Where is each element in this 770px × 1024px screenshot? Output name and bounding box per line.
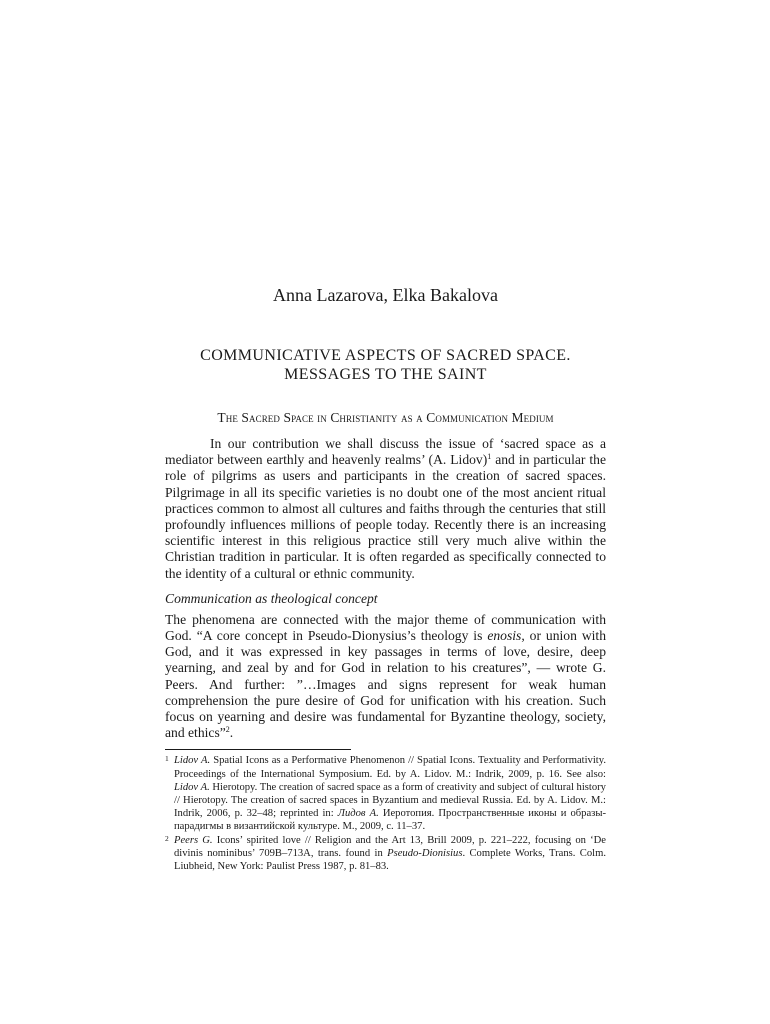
footnote-1-author-b: Lidov A. — [174, 781, 210, 793]
paragraph-2-text-c: . — [229, 725, 234, 741]
paragraph-2-emphasis: enosis — [487, 628, 522, 644]
footnote-1-text-b: Hierotopy. The creation of sacred space as a form of creativity and subject of cultural history // Hierotopy. The creation of sacred spaces in Byzantium and medieval Russia. Ed. by A. Lidov. M.: Indrik, 2006, p. 32–48; reprinted in: — [174, 781, 606, 820]
footnote-ref-1: 1 — [487, 452, 492, 462]
article-title — [165, 346, 606, 384]
section-heading: The Sacred Space in Christianity as a Communication Medium — [217, 410, 554, 425]
footnote-2-title-b: Pseudo-Dionisius — [387, 847, 463, 859]
page-content — [165, 283, 606, 873]
paragraph-2-text-b: , or union with God, and it was expressed in key passages in terms of love, desire, deep yearning, and zeal by and for God in relation to his creatures”, — wrote G. Peers. And further: ”…Images and signs represent for weak human comprehension the pure desire of God for unification with his creation. Such focus on yearning and desire was fundamental for Byzantine theology, society, and ethics” — [165, 628, 606, 741]
footnote-2 — [165, 834, 606, 874]
footnote-1-author-a: Lidov A. — [174, 755, 211, 767]
footnote-1-author-c: Лидов А. — [337, 808, 379, 820]
footnote-1-mark: 1 — [165, 754, 169, 764]
authors: Anna Lazarova, Elka Bakalova — [273, 285, 498, 305]
paragraph-1 — [165, 436, 606, 582]
paragraph-2 — [165, 612, 606, 742]
footnote-1 — [165, 754, 606, 833]
footnote-2-body — [174, 834, 606, 874]
footnote-1-text-c: Иеротопия. Пространственные иконы и образы-парадигмы в византийской культуре. М., 2009, с. 11–37. — [174, 808, 607, 833]
article-title-line-2: MESSAGES TO THE SAINT — [284, 366, 487, 383]
footnote-2-text-a: Icons’ spirited love // Religion and the Art 13, Brill 2009, p. 221–222, focusing on ‘De divinis nominibus’ 709B–713A, trans. found in — [174, 834, 606, 859]
footnote-2-author-a: Peers G. — [174, 834, 213, 846]
footnote-2-text-b: . Complete Works, Trans. Colm. Liubheid, New York: Paulist Press 1987, p. 81–83. — [174, 847, 606, 873]
footnote-1-text-a: Spatial Icons as a Performative Phenomenon // Spatial Icons. Textuality and Performativity. Proceedings of the International Symposium. Ed. by A. Lidov. M.: Indrik, 2009, p. 16. See also: — [174, 755, 606, 780]
paragraph-1-text-b: and in particular the role of pilgrims as users and participants in the creation of sacred spaces. Pilgrimage in all its specific varieties is no doubt one of the most ancient ritual practices common to almost all cultures and faiths through the centuries that still profoundly influences millions of people today. Recently there is an increasing scientific interest in this religious practice still very much alive within the Christian tradition in particular. It is often regarded as specifically connected to the identity of a cultural or ethnic community. — [165, 452, 606, 581]
paragraph-1-text-a: In our contribution we shall discuss the issue of ‘sacred space as a mediator between earthly and heavenly realms’ (A. Lidov) — [165, 436, 606, 468]
footnote-separator — [165, 749, 351, 750]
article-title-line-1: COMMUNICATIVE ASPECTS OF SACRED SPACE. — [200, 347, 571, 364]
paragraph-2-text-a: The phenomena are connected with the major theme of communication with God. “A core concept in Pseudo-Dionysius’s theology is — [165, 611, 606, 644]
footnote-2-mark: 2 — [165, 833, 169, 843]
footnote-1-body — [174, 754, 606, 833]
footnotes — [165, 754, 606, 873]
footnote-ref-2: 2 — [225, 725, 230, 735]
subheading: Communication as theological concept — [165, 590, 378, 606]
